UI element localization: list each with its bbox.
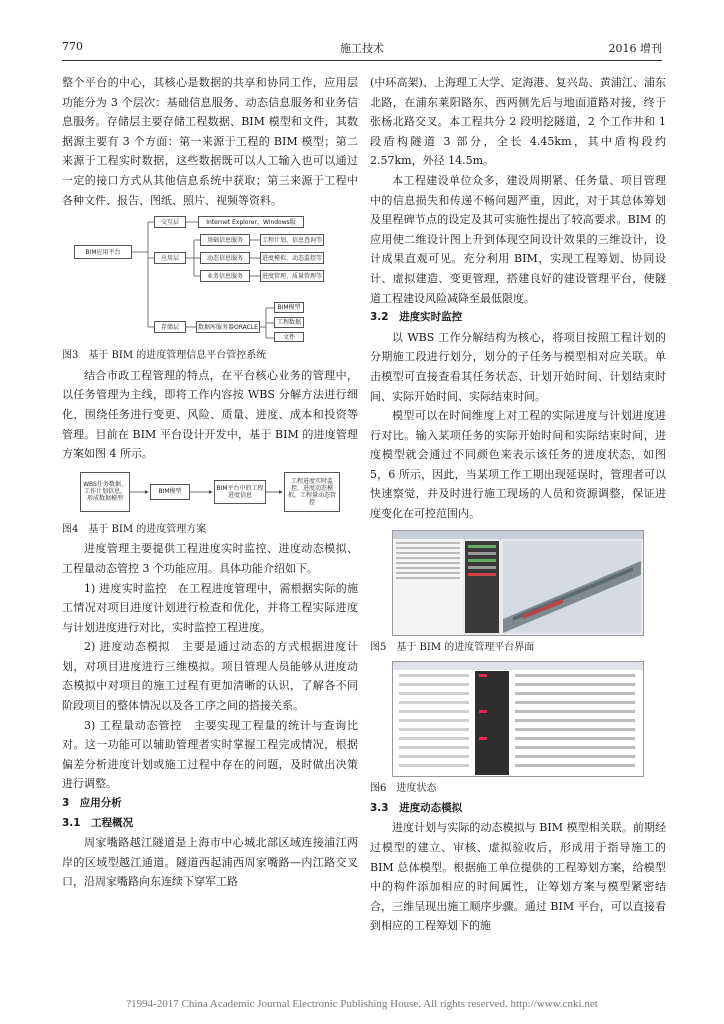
app-dynamic-detail-box: 进度模拟、动态监控等 <box>260 252 324 264</box>
storage-db-box: 数据库服务器ORACLE <box>196 321 260 333</box>
platform-box: BIM应用平台 <box>74 245 132 259</box>
paragraph: 3) 工程量动态管控 主要实现工程量的统计与查询比对。这一功能可以辅助管理者实时掌握工程完成情况，根据偏差分析进度计划或施工过程中存在的问题，及时做出决策进行调整。 <box>62 718 358 791</box>
tunnel-model-view <box>503 541 641 633</box>
figure-5-caption: 图5 基于 BIM 的进度管理平台界面 <box>370 641 535 653</box>
layer-storage-box: 存储层 <box>154 321 186 333</box>
subsection-heading: 3.1 工程概况 <box>62 816 134 829</box>
app-business-box: 业务信息服务 <box>200 270 250 282</box>
right-column <box>370 73 666 936</box>
storage-file-box: 文件 <box>274 332 304 342</box>
left-column <box>62 73 358 892</box>
journal-title: 施工技术 <box>340 42 384 55</box>
layer-app-box: 应用层 <box>154 252 186 264</box>
header-rule <box>62 60 662 61</box>
figure-3 <box>62 214 358 342</box>
paragraph: 整个平台的中心，其核心是数据的共享和协同工作，应用层功能分为 3 个层次：基础信息服务、动态信息服务和业务信息服务。存储层主要存储工程数据、BIM 模型和文件，其数据源主要有 3 个方面：第一来源于工程的 BIM 模型；第二来源于工程实时数据，这些数据既可以人工输入也可以通过一定的接口方式从其他信息系统中获取；第三来源于工程中各种文件、报告、图纸、照片、视频等资料。 <box>62 76 358 207</box>
app-business-detail-box: 进度管理、质量管理等 <box>260 270 324 282</box>
paragraph: (中环高架)、上海理工大学、定海港、复兴岛、黄浦江、浦东北路，在浦东莱阳路东、西两侧先后与地面道路对接，终于张杨北路交叉。本工程共分 2 段明挖隧道，2 个工作井和 1 段盾构隧道 3 部分，全长 4.45km，其中盾构段约 2.57km，外径 14.5m。 <box>370 76 666 168</box>
storage-bim-box: BIM模型 <box>274 302 304 313</box>
progress-info-box: BIM平台中的工程进度信息 <box>214 480 266 504</box>
bim-model-box: BIM模型 <box>150 484 190 500</box>
storage-data-box: 工程数据 <box>274 317 304 328</box>
section-heading: 3 应用分析 <box>62 797 122 810</box>
paragraph: 周家嘴路越江隧道是上海市中心城北部区域连接浦江两岸的区域型越江通道。隧道西起浦西周家嘴路—内江路交叉口，沿周家嘴路向东连续下穿军工路 <box>62 836 358 889</box>
layer-ui-box: 交互层 <box>154 216 186 228</box>
app-basic-box: 基础信息服务 <box>200 234 250 246</box>
paragraph: 2) 进度动态模拟 主要是通过动态的方式根据进度计划，对项目进度进行三维模拟。项目管理人员能够从进度动态模拟中对项目的施工过程有更加清晰的认识，了解各不同阶段项目的整体情况以及各工序之间的搭接关系。 <box>62 640 358 713</box>
ui-content-box: Internet Explorer、Windows版 <box>198 216 304 228</box>
figure-4-caption: 图4 基于 BIM 的进度管理方案 <box>62 523 207 535</box>
paragraph: 结合市政工程管理的特点，在平台核心业务的管理中，以任务管理为主线，即将工作内容按 WBS 分解方法进行细化，围绕任务进行变更、风险、质量、进度、成本和投资等管理。目前在 BIM 平台设计开发中，基于 BIM 的进度管理方案如图 4 所示。 <box>62 368 358 461</box>
app-dynamic-box: 动态信息服务 <box>200 252 250 264</box>
figure-6-caption: 图6 进度状态 <box>370 783 437 795</box>
figure-3-caption: 图3 基于 BIM 的进度管理信息平台管控系统 <box>62 350 267 362</box>
progress-functions-box: 工程进度实时监控，进度动态模拟，工程量动态管控 <box>284 472 340 512</box>
paragraph: 1) 进度实时监控 在工程进度管理中，需根据实际的施工情况对项目进度计划进行检查和优化，并将工程实际进度与计划进度进行对比，实时监控工程进度。 <box>62 581 358 634</box>
app-toolbar <box>393 531 643 539</box>
table-toolbar <box>393 662 643 670</box>
wbs-data-box: WBS任务数据、工作计划信息，形成数据模型 <box>80 472 130 512</box>
paragraph: 模型可以在时间维度上对工程的实际进度与计划进度进行对比。输入某项任务的实际开始时间和实际结束时间，进度模型就会通过不同颜色来表示该任务的进度状态，如图 5，6 所示，因此，当某项工作工期出现延误时，管理者可以快速察觉，并及时进行施工现场的人员和资源调整，保证进度变化在可控范围内。 <box>370 409 666 521</box>
figure-6-screenshot <box>392 661 644 777</box>
figure-5-screenshot <box>392 530 644 636</box>
figure-4 <box>62 468 358 516</box>
subsection-heading: 3.3 进度动态模拟 <box>370 801 463 814</box>
paragraph: 以 WBS 工作分解结构为核心，将项目按照工程计划的分期施工段进行划分，划分的子任务与模型相对应关联。单击模型可直接查看其任务状态、计划开始时间、计划结束时间、实际开始时间、实际结束时间。 <box>370 330 666 403</box>
paragraph: 本工程建设单位众多，建设周期紧、任务量、项目管理中的信息损失和传递不畅问题严重，因此，对于其总体筹划及里程碑节点的设定及其可实施性提出了较高要求。BIM 的应用使二维设计图上升到体现空间设计效果的三维设计，设计成果直观可见。充分利用 BIM，实现工程筹划、协同设计、虚拟建造、变更管理，搭建良好的建设管理平台，使隧道工程建设风险减降至最低限度。 <box>370 173 666 305</box>
paragraph: 进度管理主要提供工程进度实时监控、进度动态模拟、工程量动态管控 3 个功能应用。具体功能介绍如下。 <box>62 542 358 575</box>
tree-panel <box>393 539 463 635</box>
subsection-heading: 3.2 进度实时监控 <box>370 311 463 324</box>
page-number: 770 <box>62 40 83 53</box>
issue-label: 2016 增刊 <box>608 42 662 55</box>
status-panel <box>465 541 499 633</box>
paragraph: 进度计划与实际的动态模拟与 BIM 模型相关联。前期经过模型的建立、审核、虚拟验收后，形成用于指导施工的 BIM 总体模型。根据施工单位提供的工程筹划方案，给模型中的构件添加相应的时间属性，让筹划方案与模型紧密结合，三维呈现出施工顺序步骤。通过 BIM 平台，可以直接看到相应的工程筹划下的施 <box>370 821 666 933</box>
status-table <box>393 671 643 776</box>
copyright-footer: ?1994-2017 China Academic Journal Electronic Publishing House. All rights reserved. http://www.cnki.net <box>126 998 598 1010</box>
app-basic-detail-box: 工程计划、信息查询等 <box>260 234 324 246</box>
